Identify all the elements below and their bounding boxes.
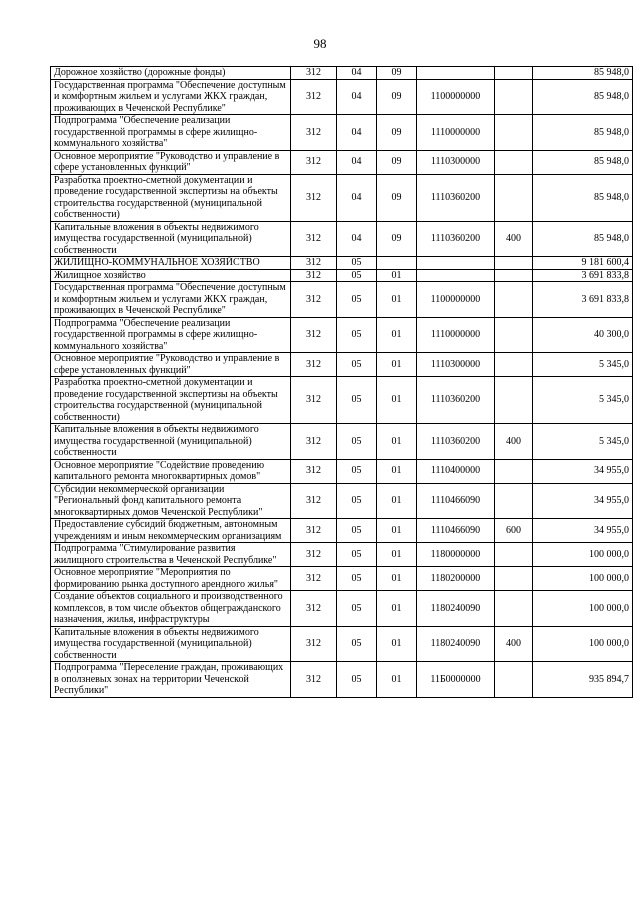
row-amount: 3 691 833,8 — [533, 282, 633, 318]
table-row — [51, 115, 633, 151]
row-name: Подпрограмма "Переселение граждан, проживающих в оползневых зонах на территории Чеченской Республики" — [51, 662, 291, 698]
row-amount: 935 894,7 — [533, 662, 633, 698]
row-expense-type: 400 — [495, 221, 533, 257]
row-amount: 100 000,0 — [533, 543, 633, 567]
row-amount: 85 948,0 — [533, 67, 633, 80]
table-row — [51, 459, 633, 483]
row-expense-type — [495, 150, 533, 174]
row-section-code: 05 — [337, 483, 377, 519]
row-subsection-code: 01 — [377, 567, 417, 591]
row-subsection-code: 01 — [377, 519, 417, 543]
row-name: Разработка проектно-сметной документации и проведение государственной экспертизы на объекты строительства государственной (муниципальной собственности) — [51, 174, 291, 221]
row-expense-type — [495, 543, 533, 567]
page-number: 98 — [313, 36, 327, 51]
row-target-article: 1100000000 — [417, 79, 495, 115]
row-target-article — [417, 269, 495, 282]
row-name: Жилищное хозяйство — [51, 269, 291, 282]
row-ministry-code: 312 — [291, 543, 337, 567]
row-section-code: 05 — [337, 257, 377, 270]
row-section-code: 04 — [337, 115, 377, 151]
table-row — [51, 377, 633, 424]
row-section-code: 05 — [337, 317, 377, 353]
row-ministry-code: 312 — [291, 519, 337, 543]
row-name: Подпрограмма "Стимулирование развития жилищного строительства в Чеченской Республике" — [51, 543, 291, 567]
row-expense-type — [495, 459, 533, 483]
row-name: Подпрограмма "Обеспечение реализации государственной программы в сфере жилищно-коммунального хозяйства" — [51, 317, 291, 353]
row-ministry-code: 312 — [291, 483, 337, 519]
row-expense-type: 400 — [495, 424, 533, 460]
table-row — [51, 591, 633, 627]
budget-table — [50, 66, 633, 698]
row-target-article: 1110400000 — [417, 459, 495, 483]
row-subsection-code: 09 — [377, 221, 417, 257]
row-expense-type — [495, 79, 533, 115]
row-expense-type — [495, 483, 533, 519]
table-row — [51, 257, 633, 270]
row-section-code: 05 — [337, 626, 377, 662]
row-section-code: 05 — [337, 519, 377, 543]
table-row — [51, 150, 633, 174]
row-name: Основное мероприятие "Руководство и управление в сфере установленных функций" — [51, 150, 291, 174]
row-ministry-code: 312 — [291, 150, 337, 174]
row-subsection-code: 01 — [377, 353, 417, 377]
row-subsection-code: 09 — [377, 150, 417, 174]
row-amount: 100 000,0 — [533, 567, 633, 591]
row-name: Подпрограмма "Обеспечение реализации государственной программы в сфере жилищно-коммунального хозяйства" — [51, 115, 291, 151]
table-row — [51, 221, 633, 257]
table-row — [51, 626, 633, 662]
table-row — [51, 79, 633, 115]
row-ministry-code: 312 — [291, 353, 337, 377]
row-name: Капитальные вложения в объекты недвижимого имущества государственной (муниципальной) собственности — [51, 424, 291, 460]
row-section-code: 04 — [337, 150, 377, 174]
row-expense-type — [495, 174, 533, 221]
row-section-code: 05 — [337, 459, 377, 483]
row-expense-type — [495, 662, 533, 698]
row-subsection-code: 01 — [377, 459, 417, 483]
row-subsection-code: 09 — [377, 174, 417, 221]
row-expense-type — [495, 257, 533, 270]
row-ministry-code: 312 — [291, 459, 337, 483]
row-amount: 85 948,0 — [533, 79, 633, 115]
row-target-article: 1180240090 — [417, 626, 495, 662]
row-target-article — [417, 257, 495, 270]
row-ministry-code: 312 — [291, 269, 337, 282]
table-row — [51, 353, 633, 377]
row-section-code: 05 — [337, 662, 377, 698]
row-ministry-code: 312 — [291, 174, 337, 221]
row-ministry-code: 312 — [291, 257, 337, 270]
row-target-article: 1110360200 — [417, 174, 495, 221]
row-amount: 85 948,0 — [533, 221, 633, 257]
table-row — [51, 317, 633, 353]
row-target-article: 1110466090 — [417, 519, 495, 543]
row-section-code: 05 — [337, 353, 377, 377]
row-expense-type — [495, 317, 533, 353]
table-row — [51, 567, 633, 591]
row-expense-type — [495, 67, 533, 80]
row-expense-type — [495, 115, 533, 151]
row-section-code: 05 — [337, 591, 377, 627]
row-target-article: 1180200000 — [417, 567, 495, 591]
table-row — [51, 174, 633, 221]
row-expense-type: 400 — [495, 626, 533, 662]
row-expense-type — [495, 353, 533, 377]
row-expense-type — [495, 377, 533, 424]
row-ministry-code: 312 — [291, 79, 337, 115]
row-subsection-code: 09 — [377, 67, 417, 80]
row-name: Дорожное хозяйство (дорожные фонды) — [51, 67, 291, 80]
table-row — [51, 67, 633, 80]
row-section-code: 04 — [337, 221, 377, 257]
row-amount: 9 181 600,4 — [533, 257, 633, 270]
row-ministry-code: 312 — [291, 591, 337, 627]
row-expense-type — [495, 269, 533, 282]
row-target-article: 1180000000 — [417, 543, 495, 567]
row-amount: 100 000,0 — [533, 591, 633, 627]
row-subsection-code: 01 — [377, 591, 417, 627]
row-amount: 5 345,0 — [533, 377, 633, 424]
row-ministry-code: 312 — [291, 67, 337, 80]
row-ministry-code: 312 — [291, 662, 337, 698]
row-target-article: 1180240090 — [417, 591, 495, 627]
row-ministry-code: 312 — [291, 626, 337, 662]
row-ministry-code: 312 — [291, 424, 337, 460]
row-subsection-code: 01 — [377, 662, 417, 698]
row-subsection-code: 01 — [377, 377, 417, 424]
budget-table-body — [51, 67, 633, 698]
row-name: Основное мероприятие "Содействие проведению капитального ремонта многоквартирных домов" — [51, 459, 291, 483]
row-target-article: 1100000000 — [417, 282, 495, 318]
table-row — [51, 282, 633, 318]
row-ministry-code: 312 — [291, 282, 337, 318]
row-subsection-code: 01 — [377, 424, 417, 460]
row-ministry-code: 312 — [291, 377, 337, 424]
row-target-article: 1110360200 — [417, 221, 495, 257]
row-name: ЖИЛИЩНО-КОММУНАЛЬНОЕ ХОЗЯЙСТВО — [51, 257, 291, 270]
row-section-code: 05 — [337, 269, 377, 282]
row-amount: 34 955,0 — [533, 483, 633, 519]
row-name: Капитальные вложения в объекты недвижимого имущества государственной (муниципальной) собственности — [51, 221, 291, 257]
row-name: Капитальные вложения в объекты недвижимого имущества государственной (муниципальной) собственности — [51, 626, 291, 662]
row-amount: 5 345,0 — [533, 353, 633, 377]
row-ministry-code: 312 — [291, 221, 337, 257]
row-ministry-code: 312 — [291, 317, 337, 353]
row-name: Государственная программа "Обеспечение доступным и комфортным жильем и услугами ЖКХ граждан, проживающих в Чеченской Республике" — [51, 282, 291, 318]
row-section-code: 04 — [337, 67, 377, 80]
row-section-code: 05 — [337, 424, 377, 460]
row-subsection-code: 09 — [377, 79, 417, 115]
row-name: Создание объектов социального и производственного комплексов, в том числе объектов общегражданского назначения, жилья, инфраструктуры — [51, 591, 291, 627]
row-target-article: 11Б0000000 — [417, 662, 495, 698]
row-section-code: 05 — [337, 282, 377, 318]
row-subsection-code: 01 — [377, 483, 417, 519]
row-amount: 85 948,0 — [533, 115, 633, 151]
row-target-article: 1110360200 — [417, 424, 495, 460]
row-target-article: 1110000000 — [417, 317, 495, 353]
row-subsection-code: 01 — [377, 317, 417, 353]
row-subsection-code: 09 — [377, 115, 417, 151]
row-subsection-code: 01 — [377, 543, 417, 567]
row-section-code: 05 — [337, 543, 377, 567]
row-subsection-code: 01 — [377, 269, 417, 282]
row-expense-type — [495, 282, 533, 318]
row-name: Основное мероприятие "Руководство и управление в сфере установленных функций" — [51, 353, 291, 377]
row-section-code: 04 — [337, 79, 377, 115]
row-amount: 34 955,0 — [533, 459, 633, 483]
row-target-article: 1110466090 — [417, 483, 495, 519]
row-subsection-code: 01 — [377, 282, 417, 318]
row-target-article — [417, 67, 495, 80]
row-amount: 3 691 833,8 — [533, 269, 633, 282]
row-expense-type: 600 — [495, 519, 533, 543]
row-expense-type — [495, 567, 533, 591]
table-row — [51, 662, 633, 698]
row-name: Предоставление субсидий бюджетным, автономным учреждениям и иным некоммерческим организациям — [51, 519, 291, 543]
table-row — [51, 424, 633, 460]
table-row — [51, 269, 633, 282]
table-row — [51, 519, 633, 543]
row-name: Основное мероприятие "Мероприятия по формированию рынка доступного арендного жилья" — [51, 567, 291, 591]
row-amount: 85 948,0 — [533, 174, 633, 221]
row-section-code: 04 — [337, 174, 377, 221]
table-row — [51, 483, 633, 519]
row-target-article: 1110300000 — [417, 150, 495, 174]
row-name: Разработка проектно-сметной документации и проведение государственной экспертизы на объекты строительства государственной (муниципальной собственности) — [51, 377, 291, 424]
row-name: Государственная программа "Обеспечение доступным и комфортным жильем и услугами ЖКХ граждан, проживающих в Чеченской Республике" — [51, 79, 291, 115]
row-target-article: 1110360200 — [417, 377, 495, 424]
row-amount: 85 948,0 — [533, 150, 633, 174]
row-section-code: 05 — [337, 377, 377, 424]
row-amount: 100 000,0 — [533, 626, 633, 662]
row-expense-type — [495, 591, 533, 627]
row-section-code: 05 — [337, 567, 377, 591]
row-subsection-code — [377, 257, 417, 270]
row-amount: 40 300,0 — [533, 317, 633, 353]
row-amount: 34 955,0 — [533, 519, 633, 543]
row-ministry-code: 312 — [291, 567, 337, 591]
row-subsection-code: 01 — [377, 626, 417, 662]
row-name: Субсидии некоммерческой организации "Региональный фонд капитального ремонта многоквартирных домов Чеченской Республики" — [51, 483, 291, 519]
row-target-article: 1110000000 — [417, 115, 495, 151]
row-ministry-code: 312 — [291, 115, 337, 151]
table-row — [51, 543, 633, 567]
row-amount: 5 345,0 — [533, 424, 633, 460]
row-target-article: 1110300000 — [417, 353, 495, 377]
